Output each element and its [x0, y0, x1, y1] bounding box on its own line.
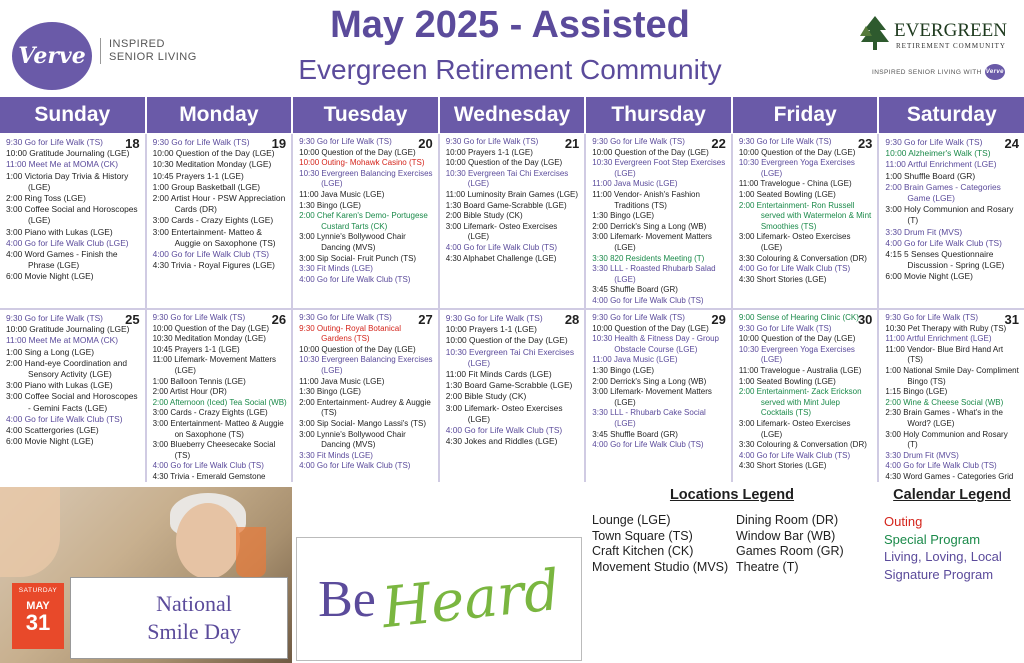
tree-icon: [860, 16, 890, 52]
event-item: 4:00 Go for Life Walk Club (TS): [299, 461, 411, 471]
day-cell: [586, 310, 731, 482]
badge-month: MAY: [26, 600, 50, 612]
day-header-saturday: Saturday: [879, 97, 1024, 133]
event-item: 4:15 5 Senses Questionnaire Discussion - Spring (LGE): [885, 249, 1005, 271]
event-item: 4:30 Short Stories (LGE): [738, 274, 827, 284]
event-item: 10:00 Question of the Day (LGE): [738, 334, 856, 344]
event-item: 3:00 Lifemark- Movement Matters (LGE): [592, 387, 712, 407]
calendar-legend: [884, 487, 1020, 583]
event-item: 4:00 Scattergories (LGE): [6, 425, 99, 436]
day-header-monday: Monday: [147, 97, 292, 133]
event-item: 2:00 Derrick's Sing a Long (WB): [592, 376, 707, 386]
event-item: 3:00 Lynnie's Bollywood Chair Dancing (MVS): [299, 232, 406, 252]
event-item: 10:45 Prayers 1-1 (LGE): [152, 344, 240, 354]
event-item: 11:00 Java Music (LGE): [592, 179, 678, 189]
event-item: 10:00 Question of the Day (LGE): [152, 323, 270, 333]
event-item: 10:30 Evergreen Foot Step Exercises (LGE): [592, 158, 726, 178]
photo-face: [176, 503, 240, 579]
location-item: Theatre (T): [736, 559, 799, 574]
event-item: 9:30 Go for Life Walk (TS): [6, 313, 103, 323]
event-item: 1:30 Bingo (LGE): [299, 200, 361, 210]
event-item: 2:00 Entertainment- Audrey & Auggie (TS): [299, 397, 431, 418]
day-cell: [586, 134, 731, 308]
event-item: 3:30 LLL - Roasted Rhubarb Salad (LGE): [592, 264, 716, 284]
event-item: 10:30 Evergreen Yoga Exercises (LGE): [738, 344, 855, 365]
event-item: 1:00 Balloon Tennis (LGE): [152, 376, 246, 386]
day-cell: [293, 310, 438, 482]
event-item: 10:30 Evergreen Tai Chi Exercises (LGE): [445, 346, 575, 368]
badge-day: 31: [25, 610, 51, 635]
event-item: 3:00 Coffee Social and Horoscopes - Gemini Facts (LGE): [6, 391, 138, 413]
event-item: 10:00 Alzheimer's Walk (TS): [885, 148, 991, 159]
event-item: 3:30 Colouring & Conversation (DR): [738, 253, 867, 263]
event-item: 11:00 Vendor- Anish's Fashion Traditions (TS): [592, 189, 700, 210]
event-item: 1:00 Seated Bowling (LGE): [738, 376, 836, 386]
day-number: 29: [711, 312, 726, 327]
event-item: 4:00 Word Games - Finish the Phrase (LGE): [6, 249, 118, 271]
legend-signature-line2: Signature Program: [884, 566, 994, 582]
event-item: 9:30 Go for Life Walk (TS): [6, 137, 103, 147]
smile-day-box: [70, 577, 288, 659]
event-item: 4:00 Go for Life Walk Club (TS): [738, 264, 851, 274]
event-item: 2:00 Wine & Cheese Social (WB): [885, 397, 1004, 407]
event-item: 10:30 Health & Fitness Day - Group Obstacle Course (LGE): [592, 334, 720, 354]
day-number: 30: [857, 312, 873, 327]
location-item: Town Square (TS): [592, 528, 693, 543]
event-item: 10:45 Prayers 1-1 (LGE): [152, 170, 244, 181]
weekday-header-row: [0, 97, 1024, 133]
event-item: 2:00 Entertainment- Ron Russell served with Watermelon & Mint Smoothies (TS): [738, 200, 872, 231]
event-item: 10:30 Meditation Monday (LGE): [152, 159, 272, 170]
event-item: 4:00 Go for Life Walk Club (TS): [6, 413, 123, 424]
event-item: 9:30 Go for Life Walk (TS): [445, 137, 539, 146]
event-item: 4:00 Go for Life Walk Club (TS): [152, 249, 270, 260]
event-item: 3:00 Lifemark- Osteo Exercises (LGE): [445, 402, 563, 424]
event-item: 9:30 Go for Life Walk (TS): [885, 313, 979, 322]
event-item: 3:00 Lynnie's Bollywood Chair Dancing (MVS): [299, 429, 406, 450]
event-item: 2:00 Bible Study (CK): [445, 391, 527, 402]
event-item: 2:00 Chef Karen's Demo- Portugese Custard Tarts (CK): [299, 211, 428, 231]
event-item: 10:00 Gratitude Journaling (LGE): [6, 324, 130, 335]
event-item: 9:00 Sense of Hearing Clinic (CK): [738, 313, 859, 322]
day-cell: [879, 310, 1024, 482]
event-item: 3:00 Entertainment- Matteo & Auggie on Saxophone (TS): [152, 226, 276, 248]
event-item: 3:00 Piano with Lukas (LGE): [6, 226, 113, 237]
event-item: 9:30 Go for Life Walk (TS): [299, 137, 392, 146]
event-item: 3:30 Colouring & Conversation (DR): [738, 440, 867, 450]
event-item: 11:00 Artful Enrichment (LGE): [885, 159, 997, 170]
mini-verve-logo: Verve: [985, 64, 1005, 80]
event-item: 2:30 Brain Games - What's in the Word? (LGE): [885, 408, 1003, 428]
event-item: 2:00 Artist Hour - PSW Appreciation Cards (DR): [152, 193, 286, 215]
day-number: 23: [857, 136, 873, 151]
location-item: Lounge (LGE): [592, 513, 671, 527]
event-item: 2:00 Afternoon (Iced) Tea Social (WB): [152, 397, 287, 407]
event-item: 11:00 Java Music (LGE): [299, 376, 385, 386]
event-item: 2:00 Brain Games - Categories Game (LGE): [885, 181, 1001, 204]
be-heard-banner: [296, 537, 582, 661]
event-item: 3:00 Cards - Crazy Eights (LGE): [152, 408, 268, 418]
legend-signature-line1: Living, Loving, Local: [884, 549, 1002, 564]
event-item: 6:00 Movie Night (LGE): [885, 271, 973, 282]
event-item: 10:00 Question of the Day (LGE): [445, 335, 568, 346]
event-item: 9:30 Go for Life Walk (TS): [152, 137, 250, 147]
verve-tagline-line1: INSPIRED: [109, 38, 165, 50]
event-item: 3:00 Lifemark- Osteo Exercises (LGE): [738, 418, 851, 439]
event-item: 2:00 Entertainment- Zack Erickson served with Mint Julep Cocktails (TS): [738, 387, 862, 418]
day-number: 20: [418, 136, 433, 151]
event-item: 10:00 Question of the Day (LGE): [592, 323, 709, 333]
event-item: 3:00 Sip Social- Fruit Punch (TS): [299, 253, 417, 263]
day-cell: [147, 310, 292, 482]
event-item: 1:30 Bingo (LGE): [592, 211, 655, 221]
event-item: 4:00 Go for Life Walk Club (TS): [592, 295, 704, 305]
event-item: 11:00 Meet Me at MOMA (CK): [6, 159, 119, 170]
day-number: 19: [271, 136, 287, 151]
event-item: 3:45 Shuffle Board (GR): [592, 285, 678, 295]
event-item: 6:00 Movie Night (LGE): [6, 436, 94, 447]
bottom-section: [0, 483, 1024, 663]
day-header-friday: Friday: [733, 97, 878, 133]
event-item: 1:30 Board Game-Scrabble (LGE): [445, 380, 573, 391]
event-item: 10:00 Prayers 1-1 (LGE): [445, 147, 533, 157]
day-number: 24: [1004, 136, 1019, 151]
location-item: Games Room (GR): [736, 544, 844, 558]
verve-logo: [12, 22, 92, 90]
event-item: 2:00 Artist Hour (DR): [152, 387, 227, 397]
event-item: 6:00 Movie Night (LGE): [6, 271, 94, 282]
event-item: 4:00 Go for Life Walk Club (TS): [445, 425, 563, 436]
smile-day-line2: Smile Day: [147, 619, 241, 644]
heard-text: Heard: [378, 557, 563, 641]
event-item: 4:00 Go for Life Walk Club (TS): [738, 450, 851, 460]
event-item: 10:00 Gratitude Journaling (LGE): [6, 148, 130, 159]
location-item: Window Bar (WB): [736, 528, 836, 543]
smile-day-text: [147, 590, 241, 646]
day-cell: [733, 134, 878, 308]
event-item: 11:00 Travelogue - Australia (LGE): [738, 365, 862, 375]
event-item: 11:00 Luminosity Brain Games (LGE): [445, 189, 579, 199]
event-item: 2:00 Hand-eye Coordination and Sensory Activity (LGE): [6, 357, 128, 380]
evergreen-subtitle: RETIREMENT COMMUNITY: [896, 42, 1006, 50]
day-cell: [440, 134, 585, 308]
event-item: 4:00 Go for Life Walk Club (TS): [152, 461, 264, 471]
day-header-sunday: Sunday: [0, 97, 145, 133]
event-item: 4:00 Go for Life Walk Club (TS): [299, 274, 411, 284]
event-item: 4:00 Go for Life Walk Club (TS): [885, 237, 1002, 248]
event-item: 10:30 Evergreen Yoga Exercises (LGE): [738, 158, 855, 178]
event-item: 9:30 Go for Life Walk (TS): [738, 323, 832, 333]
national-smile-day-photo: [0, 487, 292, 663]
day-number: 25: [125, 312, 140, 327]
event-item: 11:00 Java Music (LGE): [299, 189, 385, 199]
event-item: 1:30 Board Game-Scrabble (LGE): [445, 200, 567, 210]
event-item: 3:30 820 Residents Meeting (T): [592, 253, 705, 263]
event-item: 11:00 Meet Me at MOMA (CK): [6, 335, 119, 346]
event-item: 1:00 Group Basketball (LGE): [152, 181, 261, 192]
event-item: 10:00 Question of the Day (LGE): [299, 147, 416, 157]
event-item: 9:30 Go for Life Walk (TS): [299, 313, 392, 322]
evergreen-inspired: [872, 64, 1005, 80]
event-item: [592, 307, 727, 309]
event-item: 3:45 Shuffle Board (GR): [592, 429, 678, 439]
event-item: 9:30 Go for Life Walk (TS): [592, 137, 685, 146]
event-item: 11:00 Artful Enrichment (LGE): [885, 334, 992, 344]
event-item: 9:30 Go for Life Walk (TS): [738, 137, 832, 146]
be-text: Be: [318, 570, 376, 628]
day-cell: [147, 134, 292, 308]
badge-weekday: SATURDAY: [18, 587, 58, 594]
smile-day-line1: National: [156, 591, 232, 616]
event-item: 3:00 Piano with Lukas (LGE): [6, 380, 113, 391]
event-item: 4:30 Word Games - Categories Grid: [885, 471, 1014, 481]
event-item: 2:00 Bible Study (CK): [445, 211, 523, 221]
event-item: 10:30 Meditation Monday (LGE): [152, 334, 266, 344]
event-item: 10:30 Evergreen Balancing Exercises (LGE): [299, 355, 433, 375]
event-item: 11:00 Vendor- Blue Bird Hand Art (TS): [885, 344, 1004, 365]
event-item: 3:30 Drum Fit (MVS): [885, 450, 959, 460]
event-item: 4:30 Trivia - Emerald Gemstone: [152, 471, 266, 481]
day-header-tuesday: Tuesday: [293, 97, 438, 133]
event-item: 3:00 Holy Communion and Rosary (T): [885, 429, 1008, 450]
day-cell: [0, 310, 145, 482]
event-item: 11:00 Lifemark- Movement Matters (LGE): [152, 355, 277, 375]
day-header-wednesday: Wednesday: [440, 97, 585, 133]
event-item: 3:00 Entertainment- Matteo & Auggie on Saxophone (TS): [152, 418, 284, 439]
day-number: 26: [271, 312, 287, 327]
day-number: 22: [711, 136, 726, 151]
location-item: Dining Room (DR): [736, 513, 839, 527]
event-item: 3:30 Fit Minds (LGE): [299, 450, 373, 460]
event-item: 11:00 Java Music (LGE): [592, 355, 678, 365]
location-item: Movement Studio (MVS): [592, 559, 729, 574]
event-item: 1:00 National Smile Day- Compliment Bingo (TS): [885, 365, 1019, 386]
event-item: 1:00 Sing a Long (LGE): [6, 346, 94, 357]
verve-logo-text: Verve: [18, 43, 86, 69]
day-cell: [0, 134, 145, 308]
day-cell: [733, 310, 878, 482]
event-item: 1:00 Victoria Day Trivia & History (LGE): [6, 170, 129, 192]
location-item: Craft Kitchen (CK): [592, 544, 694, 558]
event-item: 10:00 Outing- Mohawk Casino (TS): [299, 158, 425, 168]
event-item: 4:00 Go for Life Walk Club (TS): [445, 242, 557, 252]
day-cell: [440, 310, 585, 482]
event-item: 3:30 Fit Minds (LGE): [299, 264, 373, 274]
event-item: 3:00 Coffee Social and Horoscopes (LGE): [6, 204, 138, 226]
event-item: 3:00 Lifemark- Osteo Exercises (LGE): [738, 232, 851, 252]
event-item: 9:30 Go for Life Walk (TS): [885, 137, 983, 147]
page-subtitle: Evergreen Retirement Community: [298, 54, 722, 85]
event-item: 10:00 Question of the Day (LGE): [445, 158, 563, 168]
photo-glass: [236, 527, 266, 577]
evergreen-logo: [858, 16, 1018, 56]
event-item: 1:00 Seated Bowling (LGE): [738, 189, 836, 199]
event-item: 9:30 Go for Life Walk (TS): [445, 313, 543, 323]
event-item: 3:00 Holy Communion and Rosary (T): [885, 204, 1014, 226]
day-header-thursday: Thursday: [586, 97, 731, 133]
event-item: 1:15 Bingo (LGE): [885, 387, 948, 397]
event-item: 3:00 Cards - Crazy Eights (LGE): [152, 215, 274, 226]
date-badge: [12, 583, 64, 649]
evergreen-name: EVERGREEN: [894, 20, 1007, 41]
event-item: 10:00 Prayers 1-1 (LGE): [445, 324, 537, 335]
event-item: 10:30 Evergreen Balancing Exercises (LGE): [299, 168, 433, 189]
event-item: 2:00 Derrick's Sing a Long (WB): [592, 221, 707, 231]
event-item: 10:30 Evergreen Tai Chi Exercises (LGE): [445, 168, 569, 189]
day-cell: [879, 134, 1024, 308]
day-number: 27: [418, 312, 433, 327]
event-item: 4:00 Go for Life Walk Club (TS): [885, 461, 997, 471]
event-item: 3:00 Lifemark- Movement Matters (LGE): [592, 232, 712, 252]
event-item: 10:00 Question of the Day (LGE): [592, 147, 709, 157]
page-title: May 2025 - Assisted: [330, 4, 690, 46]
event-item: 10:30 Pet Therapy with Ruby (TS): [885, 323, 1007, 333]
day-number: 21: [564, 136, 580, 151]
legend-outing: Outing: [884, 514, 923, 529]
event-item: 3:30 Drum Fit (MVS): [885, 226, 963, 237]
day-number: 31: [1004, 312, 1019, 327]
event-item: 10:00 Question of the Day (LGE): [299, 344, 416, 354]
event-item: 11:00 Fit Minds Cards (LGE): [445, 369, 552, 380]
event-item: 4:00 Go for Life Walk Club (TS): [592, 440, 704, 450]
event-item: 1:30 Bingo (LGE): [592, 365, 655, 375]
verve-tagline-line2: SENIOR LIVING: [109, 51, 197, 63]
event-item: 1:00 Shuffle Board (GR): [885, 170, 976, 181]
event-item: 4:30 Alphabet Challenge (LGE): [445, 253, 557, 263]
event-item: 4:30 Trivia - Royal Figures (LGE): [152, 260, 275, 271]
event-item: 3:00 Lifemark- Osteo Exercises (LGE): [445, 221, 558, 242]
calendar-grid: [0, 134, 1024, 482]
calendar-legend-title: Calendar Legend: [893, 487, 1011, 503]
legend-special-program: Special Program: [884, 531, 981, 547]
event-item: 9:30 Go for Life Walk (TS): [152, 313, 246, 322]
event-item: 10:00 Question of the Day (LGE): [152, 148, 275, 159]
event-item: 10:00 Question of the Day (LGE): [738, 147, 856, 157]
event-item: 9:30 Go for Life Walk (TS): [592, 313, 685, 322]
verve-tagline: [100, 38, 197, 64]
event-item: 2:00 Ring Toss (LGE): [6, 193, 86, 204]
day-number: 18: [125, 136, 140, 151]
photo-hand: [0, 487, 60, 577]
event-item: 1:30 Bingo (LGE): [299, 387, 361, 397]
event-item: 4:30 Jokes and Riddles (LGE): [445, 436, 558, 447]
locations-legend: [590, 487, 874, 663]
locations-legend-title: Locations Legend: [669, 487, 795, 503]
event-item: 4:30 Short Stories (LGE): [738, 461, 827, 471]
event-item: 3:00 Sip Social- Mango Lassi's (TS): [299, 418, 427, 428]
event-item: 9:30 Outing- Royal Botanical Gardens (TS): [299, 323, 401, 344]
event-item: 3:30 LLL - Rhubarb Cake Social (LGE): [592, 408, 706, 428]
event-item: 11:00 Travelogue - China (LGE): [738, 179, 852, 189]
day-cell: [293, 134, 438, 308]
evergreen-inspired-text: INSPIRED SENIOR LIVING WITH: [872, 68, 982, 76]
day-number: 28: [564, 312, 580, 327]
calendar-header: [0, 0, 1024, 96]
event-item: 3:00 Blueberry Cheesecake Social (TS): [152, 440, 276, 460]
event-item: 4:00 Go for Life Walk Club (LGE): [6, 237, 129, 248]
